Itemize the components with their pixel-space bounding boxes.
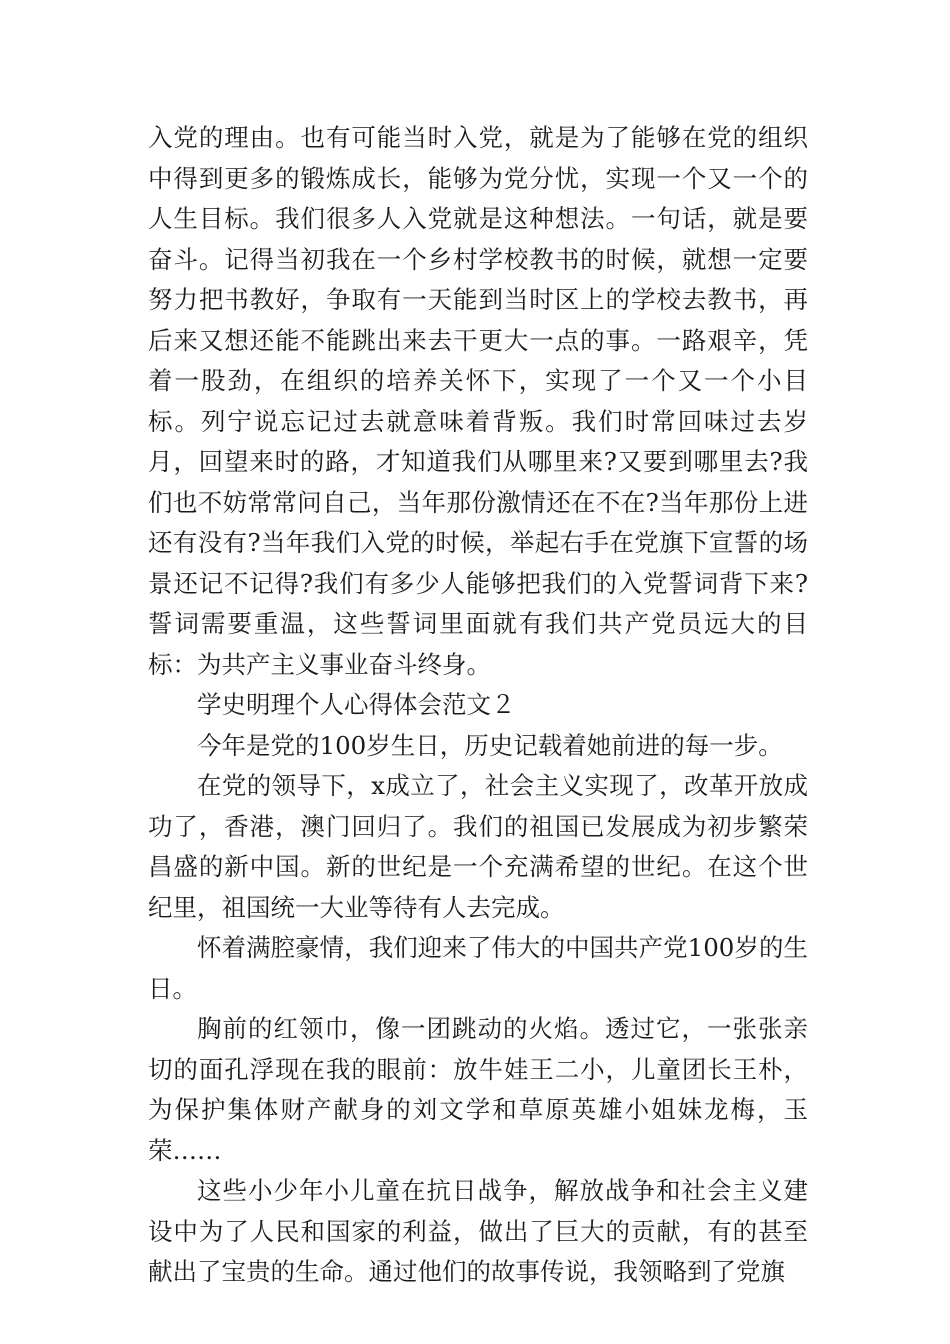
paragraph-young-heroes: 这些小少年小儿童在抗日战争，解放战争和社会主义建设中为了人民和国家的利益，做出了巨大的贡献，有的甚至献出了宝贵的生命。通过他们的故事传说，我领略到了党旗 bbox=[148, 1176, 808, 1286]
paragraph-intro-continued: 入党的理由。也有可能当时入党，就是为了能够在党的组织中得到更多的锻炼成长，能够为党分忧，实现一个又一个的人生目标。我们很多人入党就是这种想法。一句话，就是要奋斗。记得当初我在一个乡村学校教书的时候，就想一定要努力把书教好，争取有一天能到当时区上的学校去教书，再后来又想还能不能跳出来去干更大一点的事。一路艰辛，凭着一股劲，在组织的培养关怀下，实现了一个又一个小目标。列宁说忘记过去就意味着背叛。我们时常回味过去岁月，回望来时的路，才知道我们从哪里来?又要到哪里去?我们也不妨常常问自己，当年那份激情还在不在?当年那份上进还有没有?当年我们入党的时候，举起右手在党旗下宣誓的场景还记不记得?我们有多少人能够把我们的入党誓词背下来?誓词需要重温，这些誓词里面就有我们共产党员远大的目标：为共产主义事业奋斗终身。 bbox=[148, 123, 808, 679]
section-title: 学史明理个人心得体会范文２ bbox=[197, 690, 516, 719]
document-body bbox=[148, 118, 808, 1293]
paragraph-birthday: 今年是党的100岁生日，历史记载着她前进的每一步。 bbox=[197, 730, 783, 760]
paragraph-party-leadership: 在党的领导下，x成立了，社会主义实现了，改革开放成功了，香港，澳门回归了。我们的祖国已发展成为初步繁荣昌盛的新中国。新的世纪是一个充满希望的世纪。在这个世纪里，祖国统一大业等待有人去完成。 bbox=[148, 771, 808, 922]
paragraph-welcome-birthday: 怀着满腔豪情，我们迎来了伟大的中国共产党100岁的生日。 bbox=[148, 933, 808, 1003]
paragraph-red-scarf: 胸前的红领巾，像一团跳动的火焰。透过它，一张张亲切的面孔浮现在我的眼前：放牛娃王二小，儿童团长王朴，为保护集体财产献身的刘文学和草原英雄小姐妹龙梅，玉荣…… bbox=[148, 1014, 808, 1165]
